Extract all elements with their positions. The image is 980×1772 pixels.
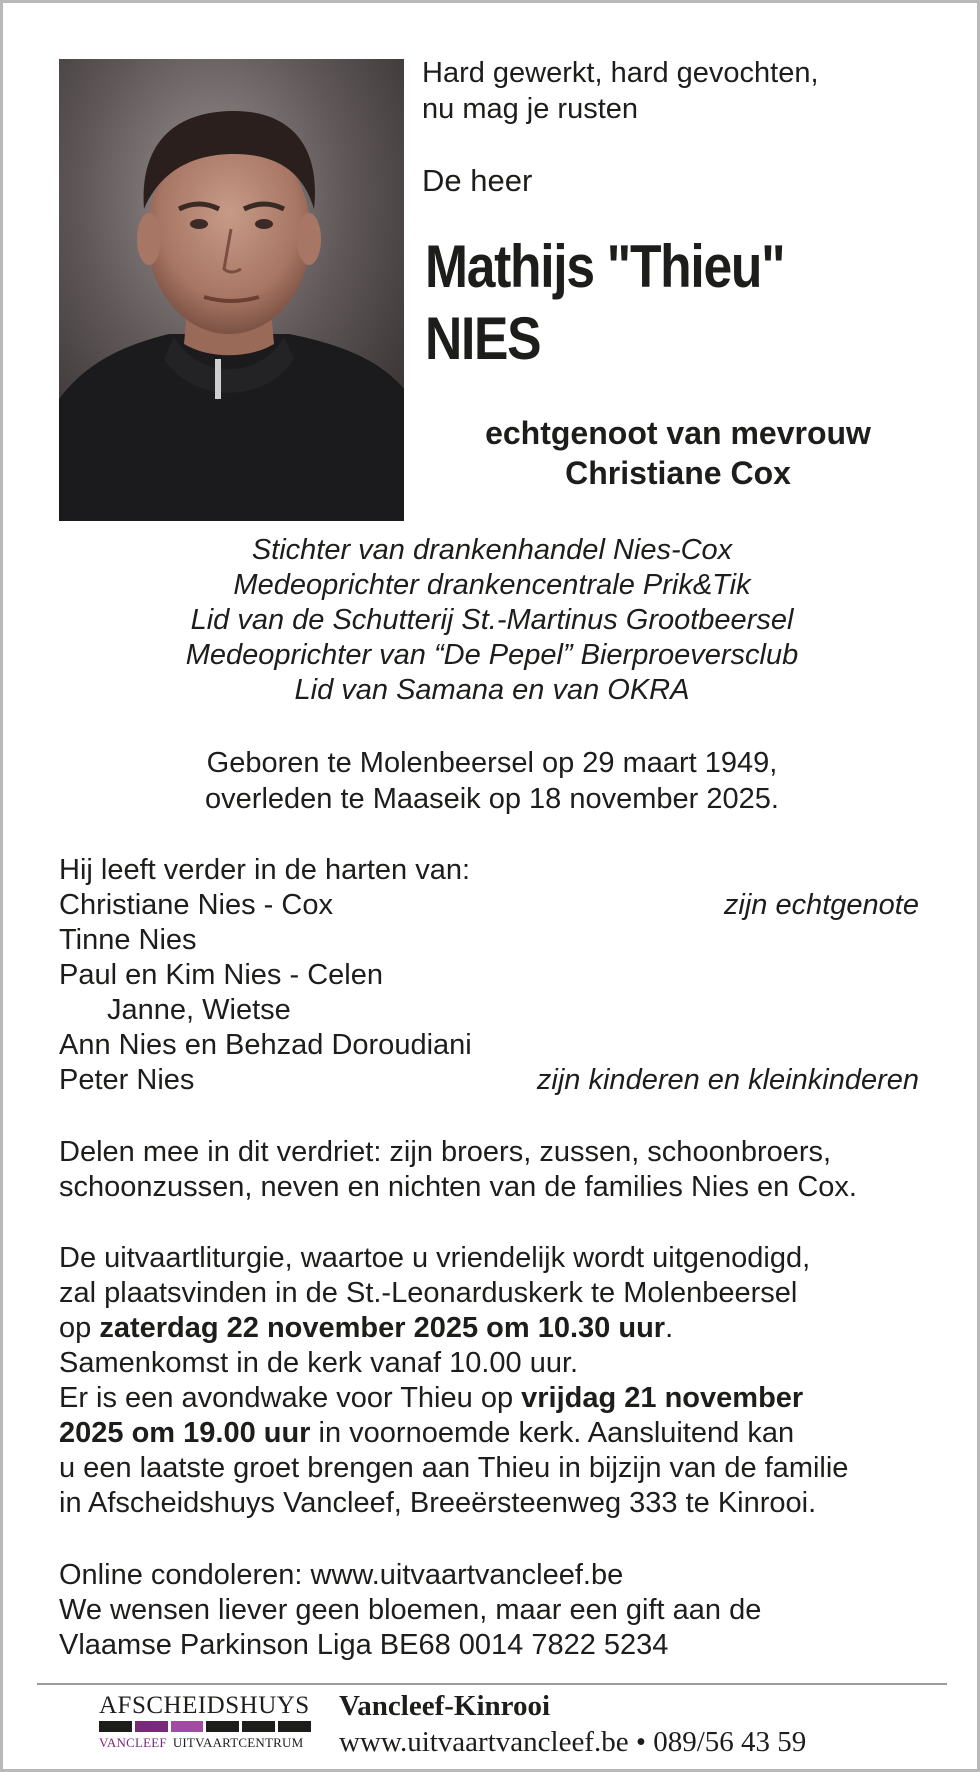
deceased-first-name: Mathijs "Thieu"	[425, 233, 785, 300]
family-row	[59, 958, 925, 993]
funeral-home-contact	[339, 1689, 806, 1759]
family-member: Tinne Nies	[59, 924, 197, 956]
roles-list	[59, 533, 925, 708]
logo-color-segment	[171, 1721, 204, 1732]
logo-color-segment	[278, 1721, 311, 1732]
funeral-line: zal plaatsvinden in de St.-Leonarduskerk te Molenbeersel	[59, 1277, 798, 1309]
portrait-photo	[59, 59, 404, 521]
spouse-line	[422, 413, 934, 493]
funeral-line: op zaterdag 22 november 2025 om 10.30 uur.	[59, 1312, 674, 1344]
logo-color-segment	[99, 1721, 132, 1732]
donation-account-line: Vlaamse Parkinson Liga BE68 0014 7822 5234	[59, 1629, 669, 1661]
wake-date: vrijdag 21 november	[521, 1382, 804, 1414]
spouse-name: Christiane Cox	[565, 455, 791, 491]
family-row	[59, 888, 925, 923]
family-member: Christiane Nies - Cox	[59, 889, 333, 921]
share-line: Delen mee in dit verdriet: zijn broers, zussen, schoonbroers,	[59, 1136, 832, 1168]
funeral-line: Er is een avondwake voor Thieu op vrijdag 21 november	[59, 1382, 804, 1414]
funeral-home-name: Vancleef-Kinrooi	[339, 1690, 551, 1722]
family-row	[59, 923, 925, 958]
quote-line: Hard gewerkt, hard gevochten,	[422, 57, 819, 89]
family-list	[59, 853, 925, 1098]
logo-color-segment	[206, 1721, 239, 1732]
funeral-line: in Afscheidshuys Vancleef, Breeërsteenweg 333 te Kinrooi.	[59, 1487, 817, 1519]
role-item: Lid van de Schutterij St.-Martinus Grootbeersel	[190, 604, 794, 636]
funeral-home-web-phone: www.uitvaartvancleef.be • 089/56 43 59	[339, 1726, 807, 1758]
quote-line: nu mag je rusten	[422, 93, 639, 125]
wake-time: 2025 om 19.00 uur	[59, 1417, 311, 1449]
deceased-last-name: NIES	[425, 305, 541, 372]
funeral-line: 2025 om 19.00 uur in voornoemde kerk. Aansluitend kan	[59, 1417, 795, 1449]
memorial-quote	[422, 55, 942, 127]
online-condolence-line: Online condoleren: www.uitvaartvancleef.be	[59, 1559, 624, 1591]
honorific: De heer	[422, 163, 533, 198]
role-item: Lid van Samana en van OKRA	[294, 674, 690, 706]
family-relation: zijn echtgenote	[723, 889, 919, 921]
family-member: Peter Nies	[59, 1064, 195, 1096]
logo-color-bar	[99, 1721, 311, 1732]
family-row	[59, 1028, 925, 1063]
funeral-home-logo	[99, 1693, 311, 1751]
role-item: Medeoprichter drankencentrale Prik&Tik	[233, 569, 751, 601]
portrait-illustration	[59, 59, 404, 521]
share-line: schoonzussen, neven en nichten van de families Nies en Cox.	[59, 1171, 857, 1203]
spouse-relation: echtgenoot van mevrouw	[485, 415, 871, 451]
life-dates	[59, 745, 925, 817]
role-item: Medeoprichter van “De Pepel” Bierproeversclub	[185, 639, 799, 671]
logo-subtitle: VANCLEEF UITVAARTCENTRUM	[99, 1735, 304, 1750]
closing-info	[59, 1558, 925, 1663]
funeral-date: zaterdag 22 november 2025 om 10.30 uur	[99, 1312, 666, 1344]
condolence-share	[59, 1135, 925, 1205]
funeral-line: De uitvaartliturgie, waartoe u vriendelijk wordt uitgenodigd,	[59, 1242, 811, 1274]
funeral-line: Samenkomst in de kerk vanaf 10.00 uur.	[59, 1347, 579, 1379]
role-item: Stichter van drankenhandel Nies-Cox	[251, 534, 733, 566]
family-member: Ann Nies en Behzad Doroudiani	[59, 1029, 472, 1061]
family-member: Janne, Wietse	[107, 994, 291, 1026]
birth-line: Geboren te Molenbeersel op 29 maart 1949,	[206, 747, 778, 779]
family-relation: zijn kinderen en kleinkinderen	[536, 1064, 919, 1096]
family-row	[59, 993, 925, 1028]
death-line: overleden te Maaseik op 18 november 2025.	[205, 783, 779, 815]
logo-title: AFSCHEIDSHUYS	[99, 1692, 310, 1719]
donation-line: We wensen liever geen bloemen, maar een gift aan de	[59, 1594, 762, 1626]
family-intro: Hij leeft verder in de harten van:	[59, 854, 471, 886]
deceased-name	[425, 231, 784, 375]
funeral-info	[59, 1241, 925, 1521]
logo-color-segment	[135, 1721, 168, 1732]
funeral-line: u een laatste groet brengen aan Thieu in bijzijn van de familie	[59, 1452, 849, 1484]
family-member: Paul en Kim Nies - Celen	[59, 959, 383, 991]
family-row	[59, 1063, 925, 1098]
footer-divider	[37, 1683, 947, 1685]
logo-color-segment	[242, 1721, 275, 1732]
